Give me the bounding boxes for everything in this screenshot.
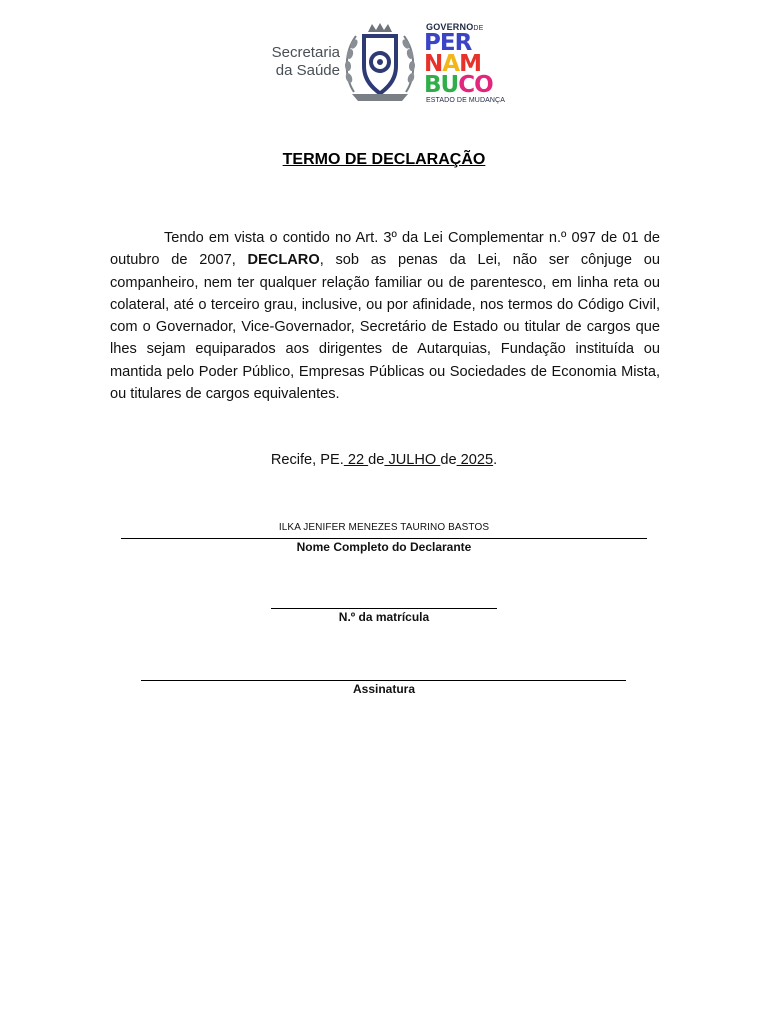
header-logos [252,18,542,108]
label-assinatura: Assinatura [352,682,416,696]
logo-co: CO [458,72,493,98]
governo-label: GOVERNODE [426,22,484,32]
date-de-2: de [440,452,457,468]
paragraph-declaro: DECLARO [247,252,320,269]
logo-bu: BU [424,72,459,98]
matricula-line [271,608,497,609]
logo-row-buco [424,74,493,96]
date-day: 22 [343,452,369,468]
date-year: 2025 [456,452,494,468]
assinatura-line [141,680,626,681]
label-full-name: Nome Completo do Declarante [296,540,472,554]
place-date [0,452,768,468]
date-period: . [493,452,498,468]
secretaria-logo-text [256,44,340,80]
date-month: JULHO [384,452,441,468]
state-seal-icon [342,22,418,104]
secretaria-line-1: Secretaria [271,44,340,61]
logo-per: PER [424,30,472,56]
date-de-1: de [368,452,385,468]
paragraph-start: Tendo em vista o contido no Art. 3º da Lei Complementar n.º 097 de 01 de outubro de 2007, [110,230,660,269]
place: Recife, PE. [270,452,344,468]
governo-pernambuco-logo [424,22,534,104]
declarant-name: ILKA JENIFER MENEZES TAURINO BASTOS [278,522,490,533]
name-signature-line [121,538,647,539]
declaration-paragraph [110,227,660,405]
label-matricula: N.º da matrícula [338,610,430,624]
estado-de-mudanca: ESTADO DE MUDANÇA [426,97,505,104]
paragraph-end: , sob as penas da Lei, não ser cônjuge ou companheiro, nem ter qualquer relação familiar ou de parentesco, em linha reta ou colateral, até o terceiro grau, inclusive, ou por afinidade, nos termos do Código Civil, com o Governador, Vice-Governador, Secretário de Estado ou titular de cargos que lhes sejam equiparados aos dirigentes de Autarquias, Fundação instituída ou mantida pelo Poder Público, Empresas Públicas ou Sociedades de Economia Mista, ou titulares de cargos equivalentes. [110,252,660,403]
logo-nam-letter: M [459,51,481,77]
logo-nam-letter: A [442,51,460,77]
logo-nam-letter: N [424,51,443,77]
document-title: TERMO DE DECLARAÇÃO [282,151,486,168]
secretaria-line-2: da Saúde [275,62,340,79]
